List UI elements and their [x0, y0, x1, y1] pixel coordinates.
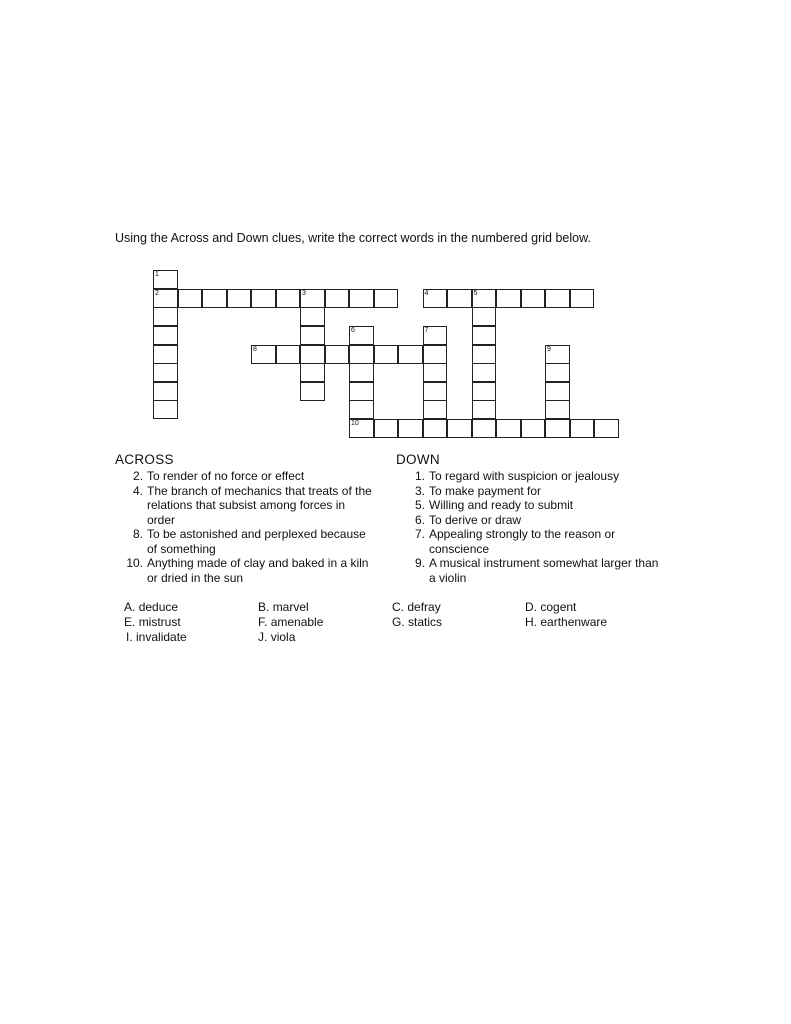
word-bank-item: [392, 600, 441, 615]
clue-number: 5.: [414, 498, 425, 512]
cell-number: 2: [155, 290, 159, 297]
down-clue: [397, 527, 662, 556]
grid-cell[interactable]: [374, 419, 399, 438]
grid-cell[interactable]: [276, 289, 301, 308]
down-clue: [397, 513, 662, 528]
clue-text: Appealing strongly to the reason or conscience: [429, 527, 616, 556]
cell-number: 6: [351, 327, 355, 334]
grid-cell[interactable]: [349, 419, 374, 438]
choice-word: defray: [407, 600, 441, 614]
grid-cell[interactable]: [545, 345, 570, 364]
down-clue: [397, 498, 662, 513]
grid-cell[interactable]: [227, 289, 252, 308]
grid-cell[interactable]: [153, 400, 178, 419]
word-bank-item: [392, 615, 442, 630]
clue-text: Willing and ready to submit: [429, 498, 574, 512]
cell-number: 7: [424, 327, 429, 334]
grid-cell[interactable]: [153, 270, 178, 289]
choice-letter: H.: [525, 615, 537, 629]
grid-cell[interactable]: [349, 345, 374, 364]
clue-text: To regard with suspicion or jealousy: [429, 469, 620, 483]
choice-word: viola: [270, 630, 296, 644]
grid-cell[interactable]: [472, 345, 497, 364]
grid-cell[interactable]: [423, 289, 448, 308]
clue-text: To be astonished and perplexed because of something: [147, 527, 366, 556]
grid-cell[interactable]: [545, 363, 570, 382]
word-bank-item: [525, 600, 576, 615]
across-heading: ACROSS: [115, 452, 174, 467]
down-clue-list: [397, 469, 662, 585]
grid-cell[interactable]: [325, 345, 350, 364]
grid-cell[interactable]: [496, 419, 521, 438]
grid-cell[interactable]: [545, 289, 570, 308]
grid-cell[interactable]: [153, 345, 178, 364]
grid-cell[interactable]: [423, 382, 448, 401]
clue-number: 6.: [414, 512, 425, 527]
grid-cell[interactable]: [153, 363, 178, 382]
grid-cell[interactable]: [472, 289, 497, 308]
choice-letter: J.: [258, 630, 268, 644]
word-bank-item: [124, 600, 178, 615]
grid-cell[interactable]: [300, 345, 325, 364]
grid-cell[interactable]: [545, 382, 570, 401]
grid-cell[interactable]: [153, 382, 178, 401]
cell-number: 1: [155, 271, 159, 278]
grid-cell[interactable]: [423, 363, 448, 382]
grid-cell[interactable]: [472, 326, 497, 345]
grid-cell[interactable]: [398, 345, 423, 364]
cell-number: 5: [473, 290, 478, 297]
word-bank-item: [525, 615, 607, 630]
grid-cell[interactable]: [398, 419, 423, 438]
grid-cell[interactable]: [423, 326, 448, 345]
choice-word: marvel: [272, 600, 309, 614]
clue-text: The branch of mechanics that treats of the relations that subsist among forces in order: [147, 483, 372, 527]
choice-word: cogent: [540, 600, 577, 614]
grid-cell[interactable]: [447, 289, 472, 308]
grid-cell[interactable]: [472, 307, 497, 326]
across-clue-list: [115, 469, 375, 585]
clue-number: 8.: [132, 527, 143, 541]
choice-letter: B.: [258, 600, 270, 614]
grid-cell[interactable]: [325, 289, 350, 308]
grid-cell[interactable]: [300, 363, 325, 382]
word-bank-item: [258, 615, 323, 630]
grid-cell[interactable]: [472, 400, 497, 419]
grid-cell[interactable]: [496, 289, 521, 308]
grid-cell[interactable]: [374, 345, 399, 364]
across-clue: [115, 556, 375, 585]
grid-cell[interactable]: [472, 382, 497, 401]
instructions-text: Using the Across and Down clues, write the correct words in the numbered grid below.: [115, 231, 591, 245]
word-bank-item: [126, 630, 187, 645]
cell-number: 4: [424, 290, 429, 297]
grid-cell[interactable]: [521, 289, 546, 308]
choice-letter: F.: [258, 615, 268, 629]
clue-number: 2.: [132, 469, 143, 483]
cell-number: 3: [302, 290, 306, 297]
grid-cell[interactable]: [570, 419, 595, 438]
down-clue: [397, 556, 662, 585]
cell-number: 9: [547, 346, 551, 353]
grid-cell[interactable]: [178, 289, 203, 308]
choice-letter: E.: [124, 615, 136, 629]
clue-text: To derive or draw: [429, 512, 522, 527]
grid-cell[interactable]: [349, 382, 374, 401]
clue-number: 1.: [414, 469, 425, 483]
grid-cell[interactable]: [202, 289, 227, 308]
choice-word: statics: [408, 615, 443, 629]
grid-cell[interactable]: [153, 289, 178, 308]
grid-cell[interactable]: [545, 400, 570, 419]
grid-cell[interactable]: [570, 289, 595, 308]
choice-letter: C.: [392, 600, 404, 614]
grid-cell[interactable]: [349, 289, 374, 308]
grid-cell[interactable]: [374, 289, 399, 308]
grid-cell[interactable]: [276, 345, 301, 364]
grid-cell[interactable]: [472, 363, 497, 382]
clue-number: 3.: [414, 483, 425, 498]
clue-text: To render of no force or effect: [147, 469, 305, 483]
grid-cell[interactable]: [153, 307, 178, 326]
clue-number: 10.: [126, 556, 143, 570]
grid-cell[interactable]: [349, 363, 374, 382]
grid-cell[interactable]: [300, 289, 325, 308]
grid-cell[interactable]: [594, 419, 619, 438]
word-bank-item: [124, 615, 181, 630]
choice-letter: I.: [126, 630, 133, 644]
across-clue: [115, 469, 375, 484]
grid-cell[interactable]: [300, 326, 325, 345]
choice-word: earthenware: [540, 615, 608, 629]
grid-cell[interactable]: [300, 382, 325, 401]
grid-cell[interactable]: [349, 400, 374, 419]
choice-word: deduce: [138, 600, 179, 614]
down-clue: [397, 484, 662, 499]
word-bank-item: [258, 630, 295, 645]
grid-cell[interactable]: [545, 419, 570, 438]
clue-text: Anything made of clay and baked in a kiln or dried in the sun: [147, 556, 369, 585]
grid-cell[interactable]: [153, 326, 178, 345]
clue-number: 4.: [132, 483, 143, 498]
grid-cell[interactable]: [423, 345, 448, 364]
down-heading: DOWN: [396, 452, 440, 467]
grid-cell[interactable]: [423, 400, 448, 419]
choice-word: mistrust: [138, 615, 181, 629]
clue-number: 7.: [414, 527, 425, 541]
grid-cell[interactable]: [447, 419, 472, 438]
choice-letter: G.: [392, 615, 405, 629]
clue-text: A musical instrument somewhat larger than a violin: [429, 556, 659, 585]
choice-letter: D.: [525, 600, 537, 614]
choice-letter: A.: [124, 600, 136, 614]
grid-cell[interactable]: [472, 419, 497, 438]
cell-number: 8: [253, 346, 257, 353]
grid-cell[interactable]: [300, 307, 325, 326]
across-clue: [115, 484, 375, 528]
grid-cell[interactable]: [251, 289, 276, 308]
clue-text: To make payment for: [429, 483, 542, 498]
choice-word: amenable: [270, 615, 324, 629]
crossword-grid: [0, 0, 791, 460]
grid-cell[interactable]: [521, 419, 546, 438]
grid-cell[interactable]: [349, 326, 374, 345]
clue-number: 9.: [414, 556, 425, 570]
down-clue: [397, 469, 662, 484]
across-clue: [115, 527, 375, 556]
word-bank-item: [258, 600, 309, 615]
choice-word: invalidate: [136, 630, 187, 644]
grid-cell[interactable]: [251, 345, 276, 364]
cell-number: 10: [351, 420, 359, 427]
grid-cell[interactable]: [423, 419, 448, 438]
